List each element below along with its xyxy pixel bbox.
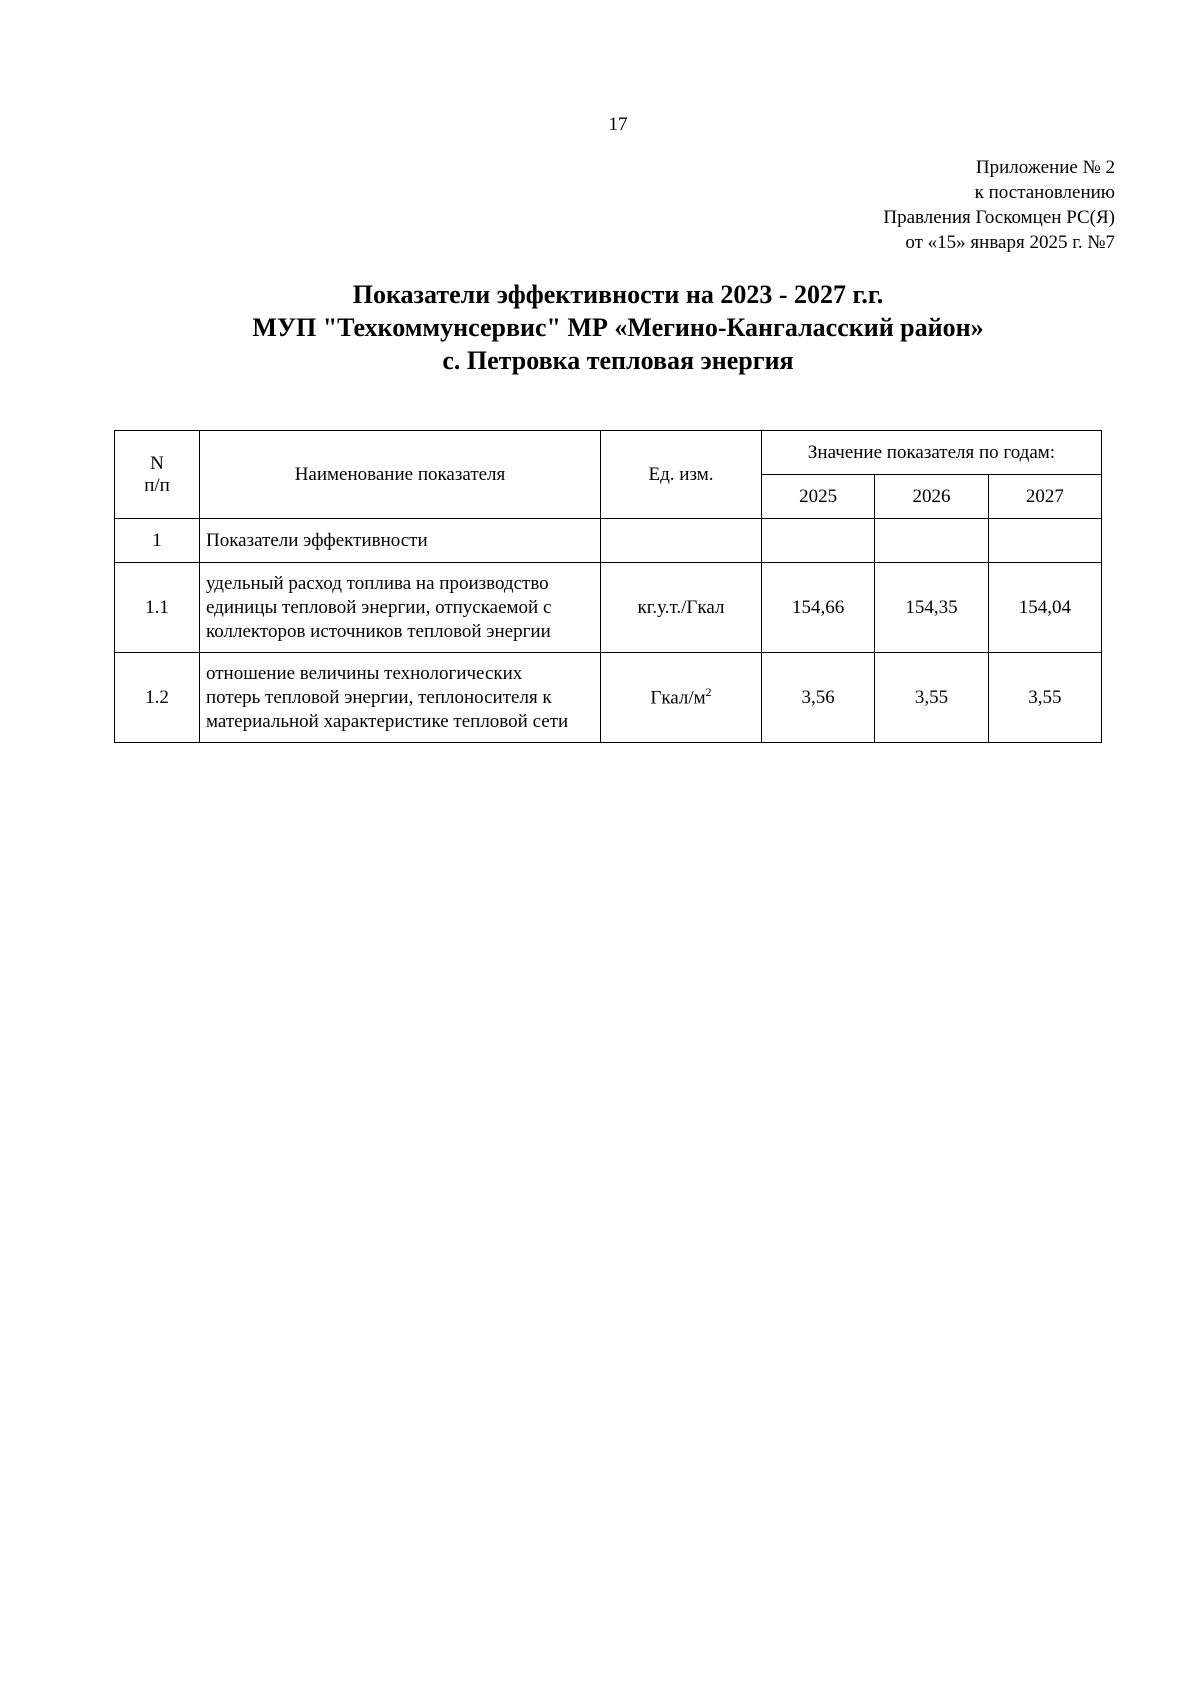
row-unit (601, 653, 762, 743)
row-value: 3,55 (988, 653, 1101, 743)
unit-base: Гкал/м (650, 687, 706, 709)
table-row (115, 653, 1102, 743)
header-values-group: Значение показателя по годам: (762, 431, 1102, 475)
row-name (200, 563, 601, 653)
appendix-line: к постановлению (974, 182, 1115, 203)
row-value: 3,56 (762, 653, 875, 743)
row-value: 154,04 (988, 563, 1101, 653)
header-year: 2025 (762, 475, 875, 519)
page-number: 17 (608, 114, 628, 135)
row-num: 1.1 (115, 563, 200, 653)
row-value: 154,35 (875, 563, 988, 653)
row-value (875, 519, 988, 563)
row-unit (601, 519, 762, 563)
row-name-line: отношение величины технологических (206, 662, 523, 684)
row-unit: кг.у.т./Гкал (601, 563, 762, 653)
title-line: с. Петровка тепловая энергия (442, 346, 794, 375)
header-num (115, 431, 200, 519)
row-value: 3,55 (875, 653, 988, 743)
indicators-table (114, 430, 1102, 743)
row-num: 1.2 (115, 653, 200, 743)
row-value: 154,66 (762, 563, 875, 653)
header-year: 2027 (988, 475, 1101, 519)
table-header-row (115, 431, 1102, 475)
row-name-line: коллекторов источников тепловой энергии (206, 620, 551, 642)
row-name-line: материальной характеристике тепловой сети (206, 710, 569, 732)
title-line: Показатели эффективности на 2023 - 2027 г.г. (352, 280, 884, 309)
header-unit: Ед. изм. (601, 431, 762, 519)
appendix-line: Приложение № 2 (975, 157, 1115, 178)
header-num-label: N (150, 452, 164, 474)
appendix-reference (883, 155, 1115, 255)
header-name: Наименование показателя (200, 431, 601, 519)
title-line: МУП "Техкоммунсервис" МР «Мегино-Кангаласский район» (252, 313, 984, 342)
header-num-sublabel: п/п (144, 474, 170, 496)
unit-superscript: 2 (705, 685, 712, 700)
row-name: Показатели эффективности (200, 519, 601, 563)
row-value (762, 519, 875, 563)
row-name-line: единицы тепловой энергии, отпускаемой с (206, 596, 552, 618)
document-title (0, 278, 1200, 377)
row-name-line: удельный расход топлива на производство (206, 572, 549, 594)
table-row (115, 519, 1102, 563)
header-year: 2026 (875, 475, 988, 519)
appendix-line: от «15» января 2025 г. №7 (905, 232, 1115, 253)
appendix-line: Правления Госкомцен РС(Я) (883, 207, 1115, 228)
row-value (988, 519, 1101, 563)
row-name (200, 653, 601, 743)
table-row (115, 563, 1102, 653)
row-num: 1 (115, 519, 200, 563)
row-name-line: потерь тепловой энергии, теплоносителя к (206, 686, 552, 708)
